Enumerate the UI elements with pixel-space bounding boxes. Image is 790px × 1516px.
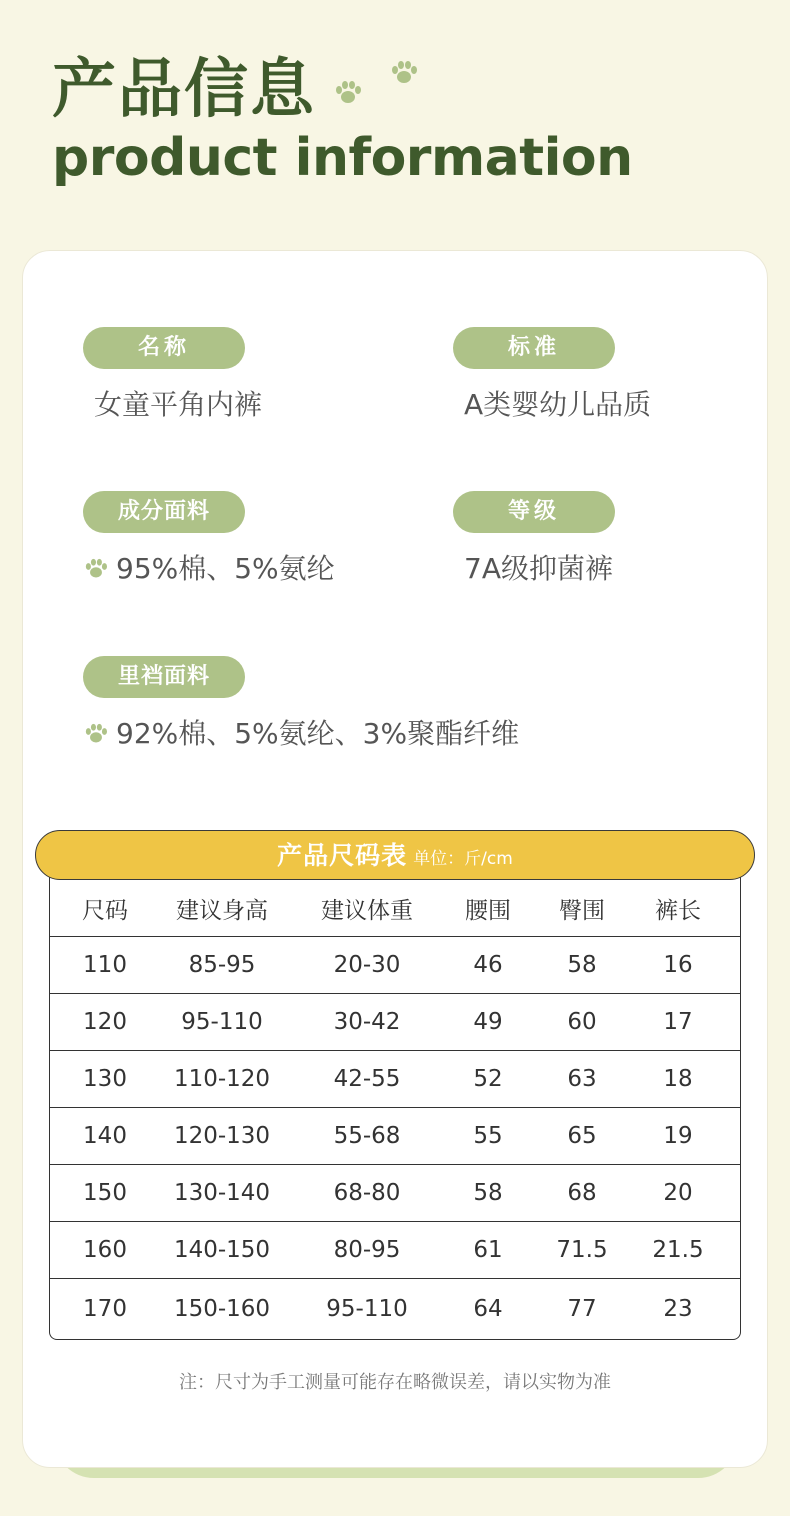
table-cell: 20-30 xyxy=(333,952,401,978)
table-cell: 110 xyxy=(83,952,127,978)
table-header-row xyxy=(50,880,740,937)
size-table-title-bar xyxy=(35,830,755,880)
page-title: 产品信息 xyxy=(52,53,316,127)
table-cell: 110-120 xyxy=(173,1066,271,1092)
table-cell: 130-140 xyxy=(173,1180,271,1206)
standard-value: A类婴幼儿品质 xyxy=(464,388,652,421)
table-row xyxy=(50,1279,740,1339)
lining-row xyxy=(84,716,519,754)
table-cell: 160 xyxy=(83,1237,127,1263)
fabric-label: 成分面料 xyxy=(83,491,245,533)
table-cell: 42-55 xyxy=(333,1066,401,1092)
page-subtitle: product information xyxy=(52,128,633,188)
table-cell: 55-68 xyxy=(333,1123,401,1149)
column-header: 建议体重 xyxy=(321,897,413,924)
table-row xyxy=(50,994,740,1051)
table-cell: 49 xyxy=(473,1009,503,1035)
table-cell: 58 xyxy=(473,1180,503,1206)
table-row xyxy=(50,1108,740,1165)
table-cell: 30-42 xyxy=(333,1009,401,1035)
table-cell: 55 xyxy=(473,1123,503,1149)
paw-icon xyxy=(390,60,418,86)
table-cell: 130 xyxy=(83,1066,127,1092)
paw-icon xyxy=(84,553,108,589)
table-cell: 23 xyxy=(663,1296,693,1322)
paw-icon xyxy=(84,718,108,754)
column-header: 裤长 xyxy=(655,897,701,924)
grade-label: 等级 xyxy=(453,491,615,533)
name-value: 女童平角内裤 xyxy=(94,388,263,421)
table-cell: 19 xyxy=(663,1123,693,1149)
table-cell: 71.5 xyxy=(556,1237,608,1263)
lining-label: 里裆面料 xyxy=(83,656,245,698)
table-row xyxy=(50,1051,740,1108)
column-header: 尺码 xyxy=(82,897,128,924)
table-cell: 120 xyxy=(83,1009,127,1035)
table-cell: 18 xyxy=(663,1066,693,1092)
table-cell: 170 xyxy=(83,1296,127,1322)
table-cell: 46 xyxy=(473,952,503,978)
table-cell: 16 xyxy=(663,952,693,978)
table-cell: 77 xyxy=(567,1296,597,1322)
table-cell: 150 xyxy=(83,1180,127,1206)
table-cell: 68-80 xyxy=(333,1180,401,1206)
table-cell: 64 xyxy=(473,1296,503,1322)
table-cell: 85-95 xyxy=(188,952,256,978)
table-cell: 95-110 xyxy=(326,1296,408,1322)
size-table-title: 产品尺码表 xyxy=(277,841,408,870)
table-cell: 80-95 xyxy=(333,1237,401,1263)
table-cell: 60 xyxy=(567,1009,597,1035)
fabric-row xyxy=(84,551,335,589)
table-cell: 52 xyxy=(473,1066,503,1092)
table-cell: 17 xyxy=(663,1009,693,1035)
standard-label: 标准 xyxy=(453,327,615,369)
name-label: 名称 xyxy=(83,327,245,369)
grade-value: 7A级抑菌裤 xyxy=(464,552,613,585)
table-cell: 63 xyxy=(567,1066,597,1092)
fabric-value: 95%棉、5%氨纶 xyxy=(116,552,335,585)
size-table xyxy=(49,862,741,1340)
table-row xyxy=(50,937,740,994)
column-header: 建议身高 xyxy=(176,897,268,924)
table-cell: 140-150 xyxy=(173,1237,271,1263)
column-header: 臀围 xyxy=(559,897,605,924)
column-header: 腰围 xyxy=(465,897,511,924)
table-cell: 20 xyxy=(663,1180,693,1206)
table-row xyxy=(50,1222,740,1279)
table-cell: 150-160 xyxy=(173,1296,271,1322)
lining-value: 92%棉、5%氨纶、3%聚酯纤维 xyxy=(116,717,520,750)
table-cell: 120-130 xyxy=(173,1123,271,1149)
table-cell: 68 xyxy=(567,1180,597,1206)
table-cell: 65 xyxy=(567,1123,597,1149)
table-cell: 58 xyxy=(567,952,597,978)
table-row xyxy=(50,1165,740,1222)
table-cell: 140 xyxy=(83,1123,127,1149)
table-cell: 95-110 xyxy=(181,1009,263,1035)
table-cell: 61 xyxy=(473,1237,503,1263)
measurement-note: 注：尺寸为手工测量可能存在略微误差，请以实物为准 xyxy=(179,1372,611,1393)
size-table-unit: 单位：斤/cm xyxy=(413,849,513,869)
paw-icon xyxy=(334,80,362,106)
table-cell: 21.5 xyxy=(652,1237,704,1263)
